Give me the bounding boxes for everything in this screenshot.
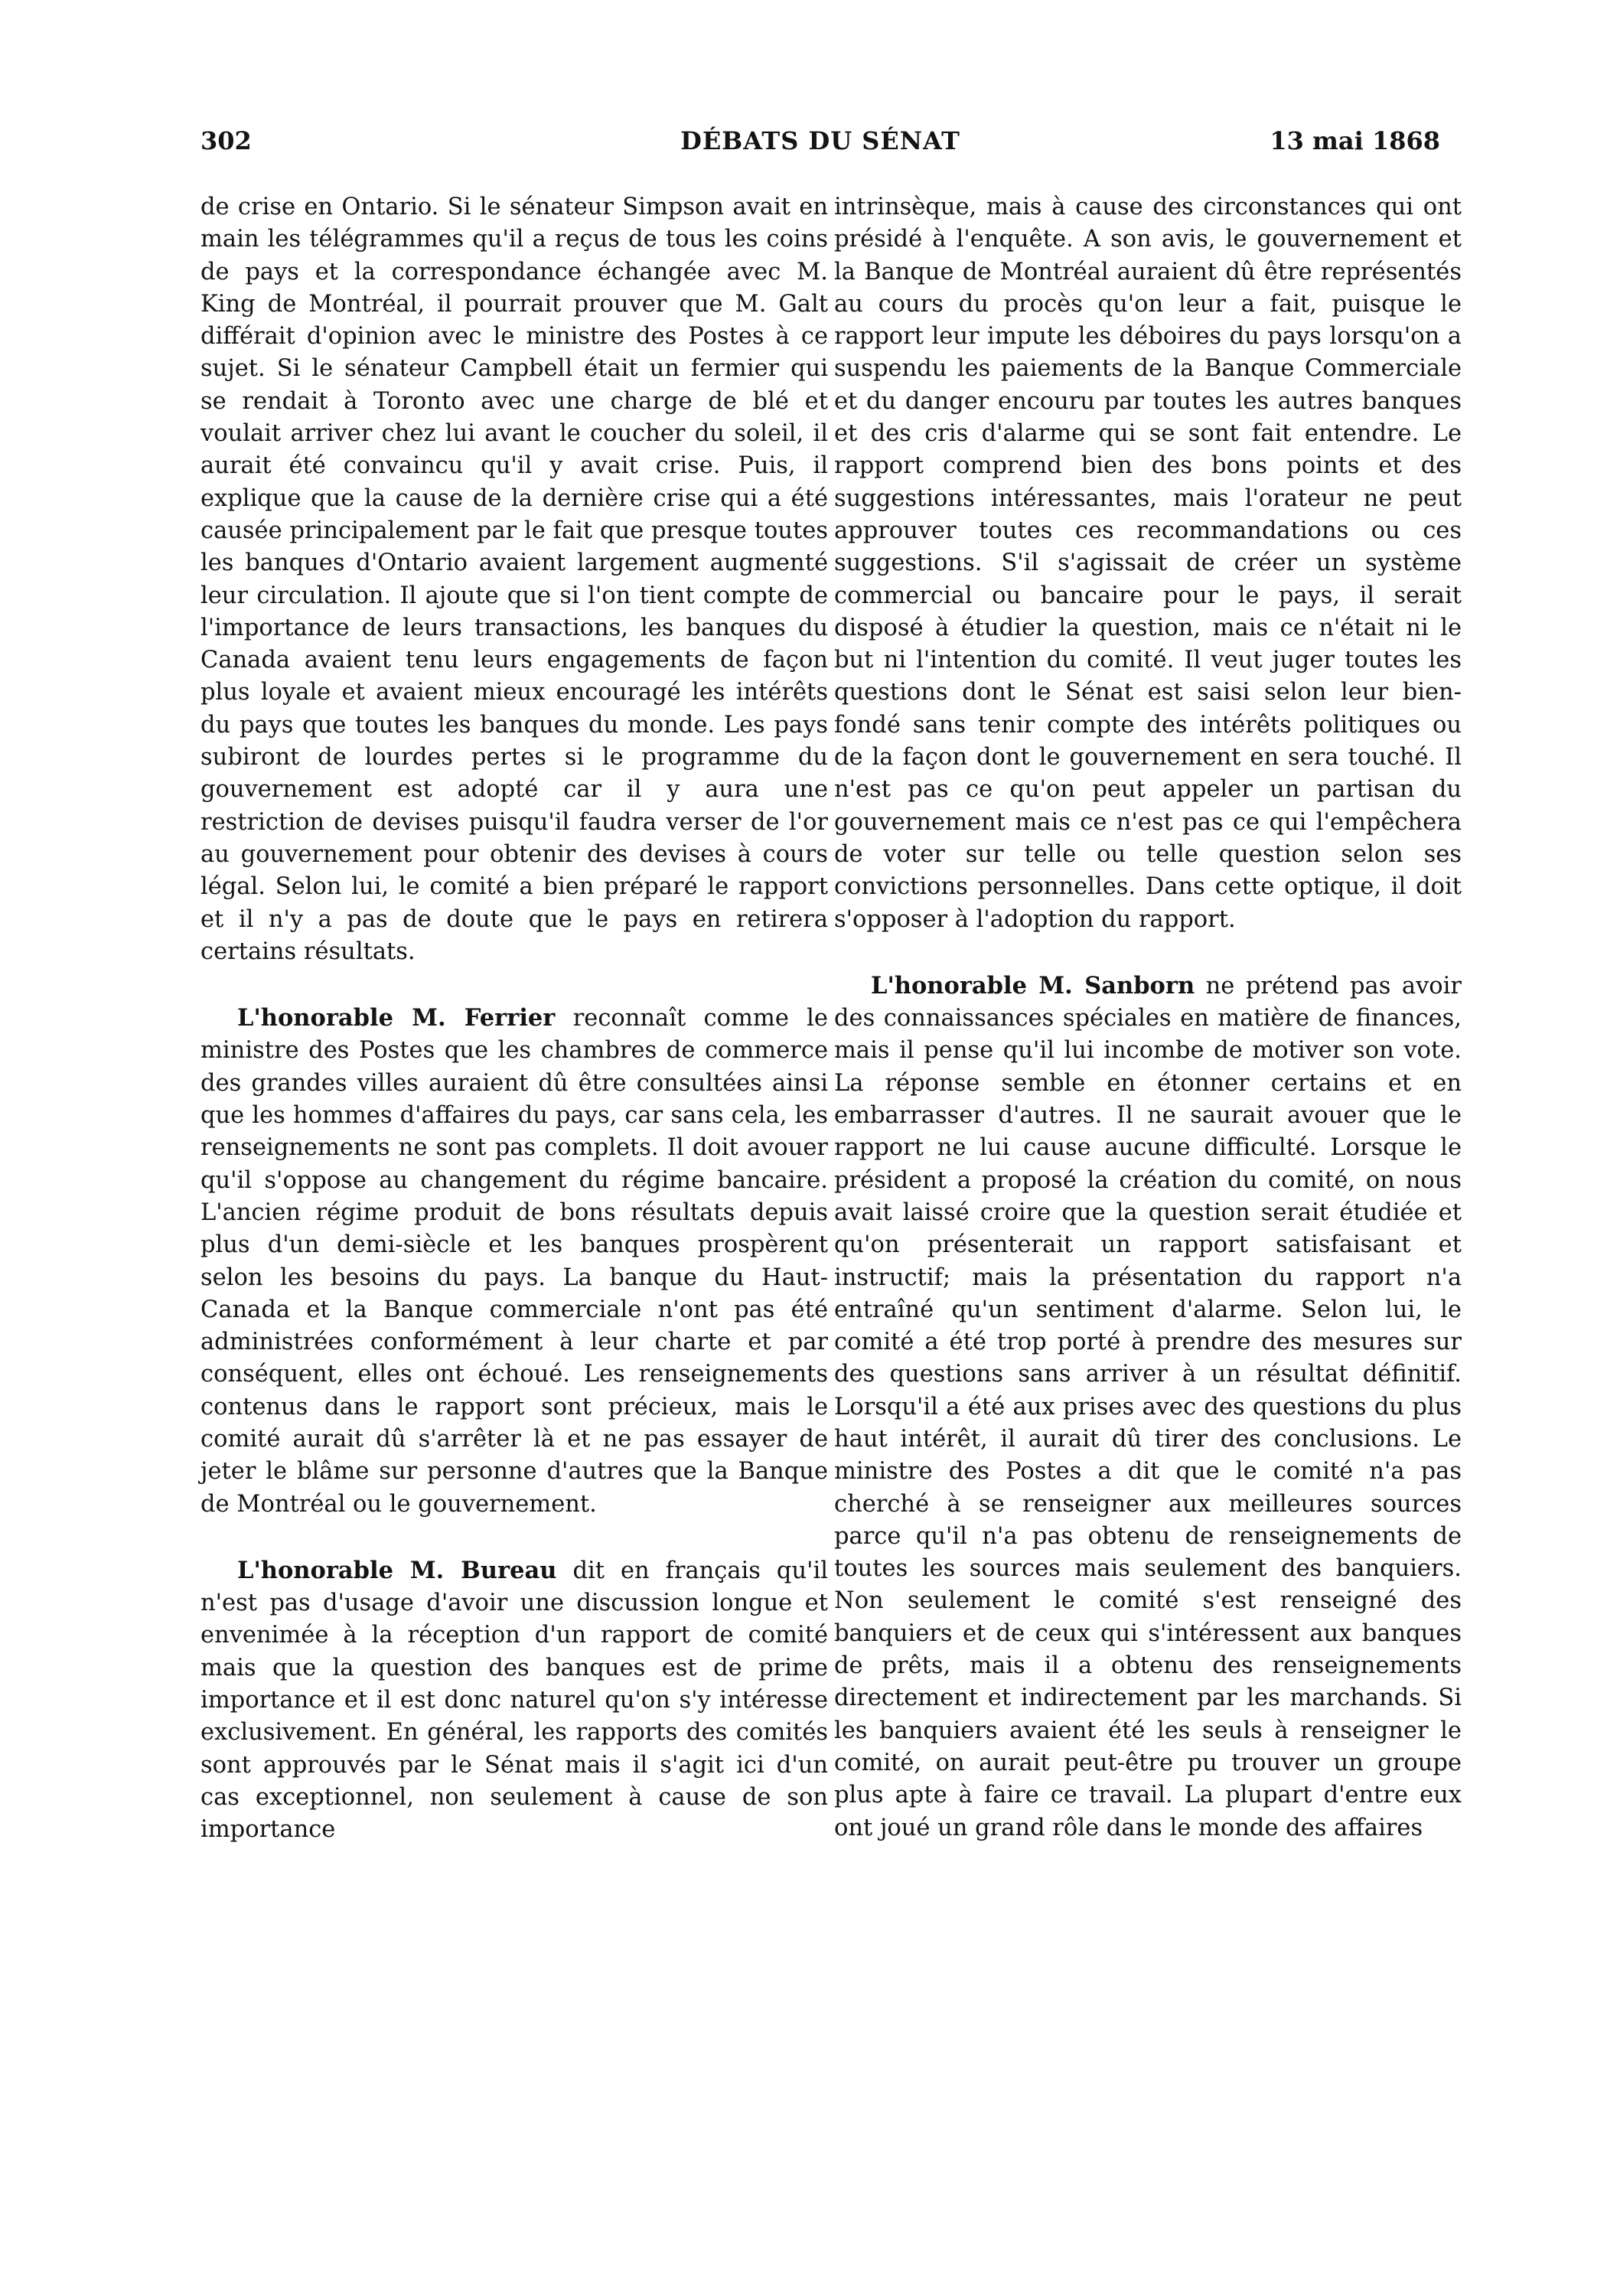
paragraph-text: ne prétend pas avoir des connaissances spéciales en matière de finances, mais il pense qu'il lui incombe de motiver son vote. La réponse semble en étonner certains et en embarrasser d'autres. Il ne saurait avouer que le rapport ne lui cause aucune difficulté. Lorsque le président a proposé la création du comité, on nous avait laissé croire que la question serait étudiée et qu'on présenterait un rapport satisfaisant et instructif; mais la présentation du rapport n'a entraîné qu'un sentiment d'alarme. Selon lui, le comité a été trop porté à prendre des mesures sur des questions sans arriver à un résultat définitif. Lorsqu'il a été aux prises avec des questions du plus haut intérêt, il aurait dû tirer des conclusions. Le ministre des Postes a dit que le comité n'a pas cherché à se renseigner aux meilleures sources parce qu'il n'a pas obtenu de renseignements de toutes les sources mais seulement des banquiers. Non seulement le comité s'est renseigné des banquiers et de ceux qui s'intéressent aux banques de prêts, mais il a obtenu des renseignements directement et indirectement par les marchands. Si les banquiers avaient été les seuls à renseigner le comité, on aurait peut-être pu trouver un groupe plus apte à faire ce travail. La plupart d'entre eux ont joué un grand rôle dans le monde des affaires: [834, 972, 1462, 1841]
page-number: 302: [200, 126, 252, 155]
paragraph-text: reconnaît comme le ministre des Postes que les chambres de commerce des grandes villes auraient dû être consultées ainsi que les hommes d'affaires du pays, car sans cela, les renseignements ne sont pas complets. Il doit avouer qu'il s'oppose au changement du régime bancaire. L'ancien régime produit de bons résultats depuis plus d'un demi-siècle et les banques prospèrent selon les besoins du pays. La banque du Haut-Canada et la Banque commerciale n'ont pas été administrées conformément à leur charte et par conséquent, elles ont échoué. Les renseignements contenus dans le rapport sont précieux, mais le comité aurait dû s'arrêter là et ne pas essayer de jeter le blâme sur personne d'autres que la Banque de Montréal ou le gouvernement.: [200, 1005, 828, 1518]
right-column: [834, 191, 1462, 1844]
speaker-name: L'honorable M. Bureau: [237, 1556, 557, 1584]
sitting-date: 13 mai 1868: [1270, 126, 1440, 155]
paragraph-continued: intrinsèque, mais à cause des circonstances qui ont présidé à l'enquête. A son avis, le gouvernement et la Banque de Montréal auraient dû être représentés au cours du procès qu'on leur a fait, puisque le rapport leur impute les déboires du pays lorsqu'on a suspendu les paiements de la Banque Commerciale et du danger encouru par toutes les autres banques et des cris d'alarme qui se sont fait entendre. Le rapport comprend bien des bons points et des suggestions intéressantes, mais l'orateur ne peut approuver toutes ces recommandations ou ces suggestions. S'il s'agissait de créer un système commercial ou bancaire pour le pays, il serait disposé à étudier la question, mais ce n'était ni le but ni l'intention du comité. Il veut juger toutes les questions dont le Sénat est saisi selon leur bien-fondé sans tenir compte des intérêts politiques ou de la façon dont le gouvernement en sera touché. Il n'est pas ce qu'on peut appeler un partisan du gouvernement mais ce n'est pas ce qui l'empêchera de voter sur telle ou telle question selon ses convictions personnelles. Dans cette optique, il doit s'opposer à l'adoption du rapport.: [834, 194, 1462, 933]
paragraph-sanborn: [834, 970, 1462, 1844]
paragraph-text: dit en français qu'il n'est pas d'usage d'avoir une discussion longue et envenimée à la réception d'un rapport de comité mais que la question des banques est de prime importance et il est donc naturel qu'on s'y intéresse exclusivement. En général, les rapports des comités sont approuvés par le Sénat mais il s'agit ici d'un cas exceptionnel, non seulement à cause de son importance: [200, 1557, 828, 1844]
speaker-name: L'honorable M. Sanborn: [871, 971, 1195, 1000]
paragraph-ferrier: [200, 1002, 828, 1521]
left-column: [200, 191, 828, 1847]
page-header: [200, 126, 1440, 165]
paragraph-continued: de crise en Ontario. Si le sénateur Simpson avait en main les télégrammes qu'il a reçus de tous les coins de pays et la correspondance échangée avec M. King de Montréal, il pourrait prouver que M. Galt différait d'opinion avec le ministre des Postes à ce sujet. Si le sénateur Campbell était un fermier qui se rendait à Toronto avec une charge de blé et voulait arriver chez lui avant le coucher du soleil, il aurait été convaincu qu'il y avait crise. Puis, il explique que la cause de la dernière crise qui a été causée principalement par le fait que presque toutes les banques d'Ontario avaient largement augmenté leur circulation. Il ajoute que si l'on tient compte de l'importance de leurs transactions, les banques du Canada avaient tenu leurs engagements de façon plus loyale et avaient mieux encouragé les intérêts du pays que toutes les banques du monde. Les pays subiront de lourdes pertes si le programme du gouvernement est adopté car il y aura une restriction de devises puisqu'il faudra verser de l'or au gouvernement pour obtenir des devises à cours légal. Selon lui, le comité a bien préparé le rapport et il n'y a pas de doute que le pays en retirera certains résultats.: [200, 194, 828, 965]
speaker-name: L'honorable M. Ferrier: [237, 1004, 556, 1032]
paragraph-bureau: [200, 1554, 828, 1847]
running-title: DÉBATS DU SÉNAT: [680, 126, 960, 155]
